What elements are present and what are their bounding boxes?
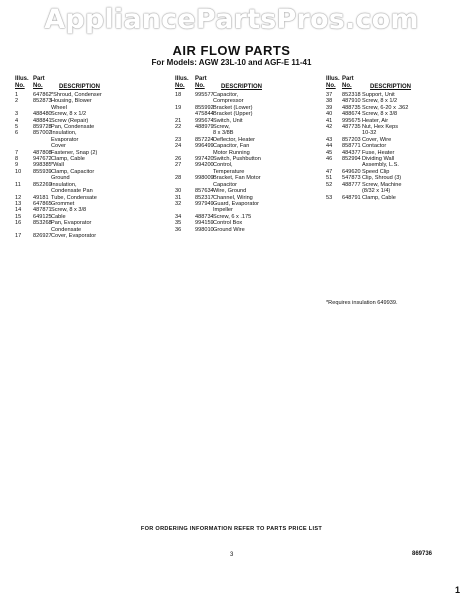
part-number: 995577	[195, 92, 214, 98]
part-number: 994159	[195, 220, 214, 227]
illus-number: 21	[175, 117, 182, 124]
illus-number: 5	[15, 124, 19, 131]
part-number: 859728	[33, 124, 52, 131]
part-number: 998385	[33, 162, 52, 169]
part-number: 858771	[342, 143, 361, 150]
parts-row	[15, 130, 165, 149]
part-description: Fuse, Heater	[362, 149, 395, 156]
part-description: Clamp, Capacitor Ground	[51, 168, 95, 182]
corner-mark: 1	[455, 585, 461, 595]
part-description: Screw, Machine (8/32 x 1/4)	[362, 181, 402, 195]
column-header	[175, 76, 325, 92]
page-title: AIR FLOW PARTS	[172, 43, 291, 58]
part-number: 997949	[195, 200, 214, 207]
part-number: 852318	[342, 92, 361, 98]
illus-number: 22	[175, 124, 182, 131]
part-description: Clamp, Cable	[51, 156, 85, 163]
part-number: 852269	[33, 181, 52, 188]
part-number: 855939	[33, 168, 52, 175]
part-description: Ground Wire	[213, 226, 245, 233]
part-description: Screw (Repair)	[51, 117, 89, 124]
part-number: 488777	[342, 181, 361, 188]
parts-row	[15, 233, 165, 239]
part-description: Clip, Shroud (3)	[362, 175, 402, 182]
part-description: Switch, Pushbutton	[213, 156, 261, 163]
illus-number: 3	[15, 111, 19, 118]
ordering-info: FOR ORDERING INFORMATION REFER TO PARTS PRICE LIST	[140, 526, 323, 532]
parts-row	[175, 124, 325, 137]
models-subtitle: For Models: AGW 23L-10 and AGF-E 11-41	[151, 58, 312, 67]
illus-number: 10	[15, 168, 22, 175]
part-number: 995674	[195, 117, 214, 124]
part-header: Part No.	[195, 76, 207, 89]
part-number: 487871	[33, 207, 52, 214]
part-description: Guard, Evaporator Impeller	[213, 200, 260, 214]
illus-number: 26	[175, 156, 182, 163]
part-number: 488735	[342, 104, 361, 111]
part-number: 475844	[195, 111, 214, 118]
part-description: Support, Unit	[362, 92, 395, 98]
part-description: Wire, Ground	[213, 188, 247, 195]
part-description: Housing, Blower Wheel	[51, 98, 92, 111]
part-description: Screw, 6-20 x .362	[362, 104, 409, 111]
part-number: 649125	[33, 213, 52, 220]
part-description: Grommet	[51, 200, 75, 207]
illus-number: 14	[15, 207, 22, 214]
illus-number: 42	[326, 124, 333, 131]
parts-row	[175, 92, 325, 105]
part-number: 996499	[195, 143, 214, 150]
part-description: *Shroud, Condenser	[51, 92, 102, 98]
part-number: 998009	[195, 175, 214, 182]
part-header: Part No.	[342, 76, 354, 89]
part-description: Clamp, Cable	[362, 194, 396, 201]
part-number: 488841	[33, 117, 52, 124]
part-number: 857634	[195, 188, 214, 195]
illus-number: 8	[15, 156, 19, 163]
description-header: DESCRIPTION	[370, 84, 412, 90]
part-number: 547873	[342, 175, 361, 182]
insulation-note: *Requires insulation 649939.	[326, 300, 398, 306]
illus-number: 39	[326, 104, 333, 111]
illus-number: 35	[175, 220, 182, 227]
part-number: 49181	[33, 194, 49, 201]
part-number: 995675	[342, 117, 361, 124]
part-description: Dividing Wall Assembly, L.S.	[362, 156, 399, 169]
part-number: 826927	[33, 232, 52, 239]
parts-row	[15, 182, 165, 195]
part-description: Cover, Evaporator	[51, 232, 97, 239]
illus-number: 15	[15, 213, 22, 220]
part-number: 857002	[33, 130, 52, 137]
illus-number: 47	[326, 168, 333, 175]
part-number: 647862	[33, 92, 52, 98]
part-description: Capacitor, Fan Motor Running	[213, 143, 250, 156]
part-number: 487808	[33, 149, 52, 156]
column-header	[326, 76, 456, 92]
illus-header: Illus. No.	[175, 76, 189, 89]
description-header: DESCRIPTION	[59, 84, 101, 90]
part-number: 647865	[33, 200, 52, 207]
part-description: Screw, 8 x 3/8	[51, 207, 87, 214]
parts-row	[175, 175, 325, 188]
illus-number: 37	[326, 92, 333, 98]
illus-number: 27	[175, 162, 182, 169]
part-description: Control, Temperature	[213, 162, 245, 175]
part-description: Channel, Wiring	[213, 194, 253, 201]
illus-number: 17	[15, 232, 22, 239]
parts-row	[326, 156, 456, 169]
illus-number: 12	[15, 194, 22, 201]
illus-number: 40	[326, 111, 333, 118]
part-description: Pan, Condensate	[51, 124, 95, 131]
illus-number: 45	[326, 149, 333, 156]
illus-number: 32	[175, 200, 182, 207]
part-description: Speed Clip	[362, 168, 390, 175]
part-number: 853268	[33, 220, 52, 227]
parts-row	[15, 169, 165, 182]
part-description: Control Box	[213, 220, 243, 227]
watermark-logo: AppliancePartsPros.com	[44, 4, 419, 35]
illus-number: 28	[175, 175, 182, 182]
part-number: 852873	[33, 98, 52, 105]
part-number: 855992	[195, 104, 214, 111]
illus-number: 9	[15, 162, 19, 169]
part-header: Part No.	[33, 76, 45, 89]
parts-row	[175, 162, 325, 175]
illus-number: 7	[15, 149, 19, 156]
illus-number: 52	[326, 181, 333, 188]
part-description: Contactor	[362, 143, 387, 150]
part-number: 488480	[33, 111, 52, 118]
part-description: Insulation, Evaporator Cover	[51, 130, 79, 150]
part-description: Heater, Air	[362, 117, 389, 124]
part-description: Bracket (Upper)	[213, 111, 253, 118]
part-number: 487910	[342, 98, 361, 105]
part-number: 484377	[342, 149, 361, 156]
illus-number: 38	[326, 98, 333, 105]
part-number: 857224	[195, 136, 214, 143]
part-description: *Wall	[51, 162, 64, 169]
parts-column-2	[175, 76, 325, 233]
page-number: 3	[230, 552, 234, 558]
illus-number: 31	[175, 194, 182, 201]
illus-number: 41	[326, 117, 333, 124]
parts-row	[175, 201, 325, 214]
part-number: 488674	[342, 111, 361, 118]
illus-number: 44	[326, 143, 333, 150]
part-description: Insulation, Condensate Pan	[51, 181, 93, 195]
illus-number: 36	[175, 226, 182, 233]
part-description: Screw, 8 x 3/8	[362, 111, 398, 118]
illus-header: Illus. No.	[326, 76, 340, 89]
part-description: Deflector, Heater	[213, 136, 255, 143]
column-header	[15, 76, 165, 92]
illus-number: 4	[15, 117, 19, 124]
part-number: 857203	[342, 136, 361, 143]
part-description: Screw, 8 x 3/8B	[213, 124, 234, 137]
parts-row	[175, 143, 325, 156]
parts-row	[175, 227, 325, 233]
description-header: DESCRIPTION	[221, 84, 263, 90]
illus-number: 30	[175, 188, 182, 195]
part-number: 649620	[342, 168, 361, 175]
illus-number: 18	[175, 92, 182, 98]
illus-number: 46	[326, 156, 333, 163]
part-description: Pan, Evaporator Condensate	[51, 220, 92, 233]
part-description: Fastener, Snap (2)	[51, 149, 98, 156]
illus-number: 23	[175, 136, 182, 143]
parts-row	[326, 195, 456, 201]
document-number: 869736	[412, 551, 433, 557]
illus-number: 11	[15, 181, 21, 188]
illus-number: 19	[175, 104, 182, 111]
illus-number: 16	[15, 220, 22, 227]
part-number: 998010	[195, 226, 214, 233]
parts-row	[326, 182, 456, 195]
part-description: Bracket (Lower)	[213, 104, 253, 111]
part-description: Tube, Condensate	[51, 194, 97, 201]
illus-number: 53	[326, 194, 333, 201]
illus-number: 43	[326, 136, 333, 143]
part-number: 852994	[342, 156, 361, 163]
part-number: 488734	[195, 213, 214, 220]
part-description: Cover, Wire	[362, 136, 392, 143]
illus-number: 6	[15, 130, 19, 137]
part-number: 994200	[195, 162, 214, 169]
parts-row	[15, 98, 165, 111]
illus-number: 1	[15, 92, 19, 98]
illus-number: 24	[175, 143, 182, 150]
part-description: Nut, Hex Keps 10-32	[362, 124, 399, 137]
part-description: Screw, 8 x 1/2	[362, 98, 398, 105]
illus-header: Illus. No.	[15, 76, 29, 89]
parts-row	[326, 124, 456, 137]
illus-number: 2	[15, 98, 19, 105]
part-number: 852317	[195, 194, 214, 201]
parts-row	[15, 220, 165, 233]
part-description: Cable	[51, 213, 66, 220]
parts-column-1	[15, 76, 165, 239]
part-number: 487735	[342, 124, 361, 131]
part-description: Capacitor, Compressor	[213, 92, 244, 105]
parts-column-3	[326, 76, 456, 201]
illus-number: 13	[15, 200, 22, 207]
part-description: Screw, 6 x .175	[213, 213, 252, 220]
part-description: Screw, 8 x 1/2	[51, 111, 87, 118]
illus-number: 51	[326, 175, 333, 182]
part-description: Switch, Unit	[213, 117, 243, 124]
part-number: 947672	[33, 156, 52, 163]
illus-number: 34	[175, 213, 182, 220]
part-number: 648791	[342, 194, 361, 201]
part-number: 997420	[195, 156, 214, 163]
part-number: 488979	[195, 124, 214, 131]
part-description: Bracket, Fan Motor Capacitor	[213, 175, 261, 188]
